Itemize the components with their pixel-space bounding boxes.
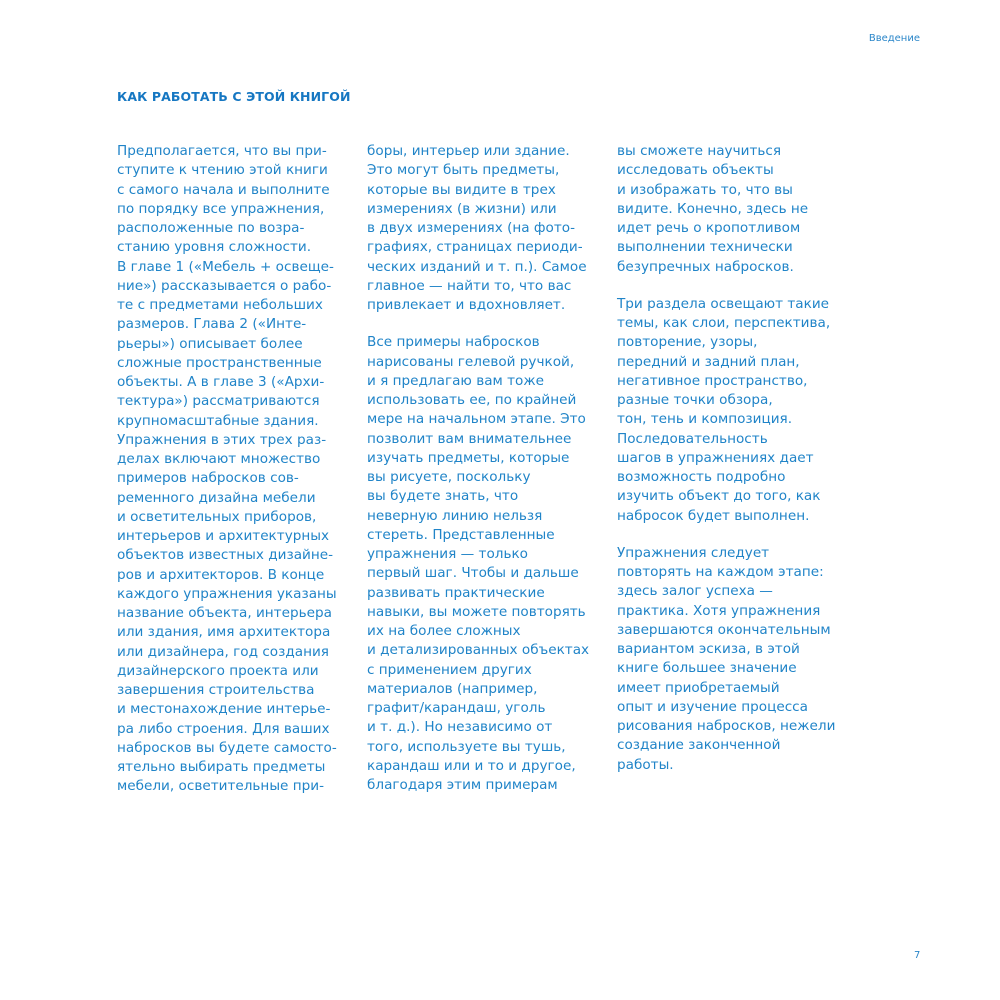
text-line: расположенные по возра- xyxy=(117,220,305,236)
paragraph xyxy=(367,142,612,315)
text-line: вы сможете научиться xyxy=(617,143,782,159)
text-line: В главе 1 («Мебель + освеще- xyxy=(117,258,334,275)
text-line: позволит вам внимательнее xyxy=(367,430,572,447)
text-line: благодаря этим примерам xyxy=(367,777,558,793)
text-line: ческих изданий и т. п.). Самое xyxy=(367,258,587,275)
text-line: материалов (например, xyxy=(367,680,538,697)
text-column-1 xyxy=(117,142,362,815)
text-line: упражнения — только xyxy=(367,546,528,562)
text-line: и изображать то, что вы xyxy=(617,181,793,198)
text-line: изучать предметы, которые xyxy=(367,449,570,466)
text-line: имеет приобретаемый xyxy=(617,679,780,696)
text-line: использовать ее, по крайней xyxy=(367,392,577,408)
text-line: тон, тень и композиция. xyxy=(617,411,793,428)
text-line: возможность подробно xyxy=(617,469,786,485)
text-line: набросков вы будете самосто- xyxy=(117,739,337,756)
text-line: с применением других xyxy=(367,661,532,678)
text-line: и осветительных приборов, xyxy=(117,508,317,525)
text-line: повторять на каждом этапе: xyxy=(617,564,824,580)
text-column-2 xyxy=(367,142,612,813)
text-line: и детализированных объектах xyxy=(367,642,590,659)
text-line: боры, интерьер или здание. xyxy=(367,143,570,159)
text-line: и т. д.). Но независимо от xyxy=(367,719,553,736)
text-line: сложные пространственные xyxy=(117,354,322,371)
text-line: навыки, вы можете повторять xyxy=(367,603,586,620)
text-line: привлекает и вдохновляет. xyxy=(367,297,566,313)
text-line: измерениях (в жизни) или xyxy=(367,200,557,217)
text-line: по порядку все упражнения, xyxy=(117,200,325,217)
text-line: станию уровня сложности. xyxy=(117,239,312,256)
text-line: Три раздела освещают такие xyxy=(617,295,830,312)
paragraph xyxy=(117,142,362,797)
text-line: исследовать объекты xyxy=(617,162,774,179)
text-line: книге большее значение xyxy=(617,660,797,677)
text-line: интерьеров и архитектурных xyxy=(117,528,330,544)
text-line: главное — найти то, что вас xyxy=(367,277,572,294)
text-line: вариантом эскиза, в этой xyxy=(617,641,800,657)
text-line: и я предлагаю вам тоже xyxy=(367,372,544,389)
text-line: идет речь о кропотливом xyxy=(617,220,801,236)
text-line: создание законченной xyxy=(617,737,781,754)
running-head: Введение xyxy=(868,33,920,44)
text-line: того, используете вы тушь, xyxy=(367,738,566,755)
text-line: практика. Хотя упражнения xyxy=(617,602,821,619)
text-line: опыт и изучение процесса xyxy=(617,698,808,715)
text-line: первый шаг. Чтобы и дальше xyxy=(367,565,579,582)
text-line: ра либо строения. Для ваших xyxy=(117,720,330,737)
text-line: карандаш или и то и другое, xyxy=(367,757,576,774)
text-line: или дизайнера, год создания xyxy=(117,643,329,660)
text-line: и местонахождение интерье- xyxy=(117,701,331,718)
text-line: повторение, узоры, xyxy=(617,334,758,351)
text-line: объекты. А в главе 3 («Архи- xyxy=(117,374,325,390)
text-line: стереть. Представленные xyxy=(367,526,555,543)
text-line: изучить объект до того, как xyxy=(617,488,821,505)
text-line: которые вы видите в трех xyxy=(367,181,556,198)
text-line: название объекта, интерьера xyxy=(117,605,332,621)
text-line: мере на начальном этапе. Это xyxy=(367,411,586,428)
text-line: здесь залог успеха — xyxy=(617,583,773,600)
text-line: видите. Конечно, здесь не xyxy=(617,200,809,217)
text-line: те с предметами небольших xyxy=(117,297,323,313)
text-line: рисования набросков, нежели xyxy=(617,718,836,734)
text-line: графит/карандаш, уголь xyxy=(367,700,546,716)
text-line: Это могут быть предметы, xyxy=(367,162,560,179)
page-number: 7 xyxy=(914,950,921,961)
text-line: Упражнения в этих трех раз- xyxy=(117,431,327,448)
text-line: тектура») рассматриваются xyxy=(117,393,320,410)
text-line: передний и задний план, xyxy=(617,353,800,370)
text-line: объектов известных дизайне- xyxy=(117,547,334,564)
paragraph xyxy=(617,544,862,775)
text-line: ступите к чтению этой книги xyxy=(117,162,328,179)
paragraph xyxy=(617,142,862,277)
text-line: размеров. Глава 2 («Инте- xyxy=(117,316,307,333)
text-line: крупномасштабные здания. xyxy=(117,412,319,429)
text-line: шагов в упражнениях дает xyxy=(617,449,814,466)
text-line: безупречных набросков. xyxy=(617,258,794,275)
text-line: делах включают множество xyxy=(117,451,321,467)
text-line: завершаются окончательным xyxy=(617,621,831,638)
text-line: завершения строительства xyxy=(117,682,315,698)
text-line: ров и архитекторов. В конце xyxy=(117,566,325,583)
text-line: неверную линию нельзя xyxy=(367,507,543,524)
paragraph xyxy=(367,333,612,795)
text-line: с самого начала и выполните xyxy=(117,181,330,198)
text-line: каждого упражнения указаны xyxy=(117,585,337,602)
text-line: ременного дизайна мебели xyxy=(117,489,316,506)
text-line: работы. xyxy=(617,756,674,773)
text-line: Последовательность xyxy=(617,430,768,447)
text-line: Предполагается, что вы при- xyxy=(117,143,327,159)
text-line: нарисованы гелевой ручкой, xyxy=(367,353,575,370)
text-line: набросок будет выполнен. xyxy=(617,507,810,524)
text-line: ятельно выбирать предметы xyxy=(117,759,326,775)
text-line: мебели, осветительные при- xyxy=(117,778,324,795)
text-line: вы будете знать, что xyxy=(367,488,519,505)
text-line: развивать практические xyxy=(367,584,545,601)
text-line: их на более сложных xyxy=(367,623,521,639)
text-line: дизайнерского проекта или xyxy=(117,662,319,679)
text-column-3 xyxy=(617,142,862,793)
text-line: Упражнения следует xyxy=(617,544,770,561)
text-line: негативное пространство, xyxy=(617,372,808,389)
text-line: графиях, страницах периоди- xyxy=(367,239,583,256)
paragraph xyxy=(617,295,862,526)
text-line: рьеры») описывает более xyxy=(117,335,303,352)
text-line: примеров набросков сов- xyxy=(117,470,299,487)
text-line: Все примеры набросков xyxy=(367,334,540,351)
text-line: в двух измерениях (на фото- xyxy=(367,220,576,236)
text-line: темы, как слои, перспектива, xyxy=(617,315,831,331)
text-line: разные точки обзора, xyxy=(617,392,773,408)
text-line: выполнении технически xyxy=(617,239,793,256)
text-line: или здания, имя архитектора xyxy=(117,624,331,641)
section-heading: КАК РАБОТАТЬ С ЭТОЙ КНИГОЙ xyxy=(117,89,351,104)
text-line: ние») рассказывается о рабо- xyxy=(117,277,332,294)
text-line: вы рисуете, поскольку xyxy=(367,469,531,485)
